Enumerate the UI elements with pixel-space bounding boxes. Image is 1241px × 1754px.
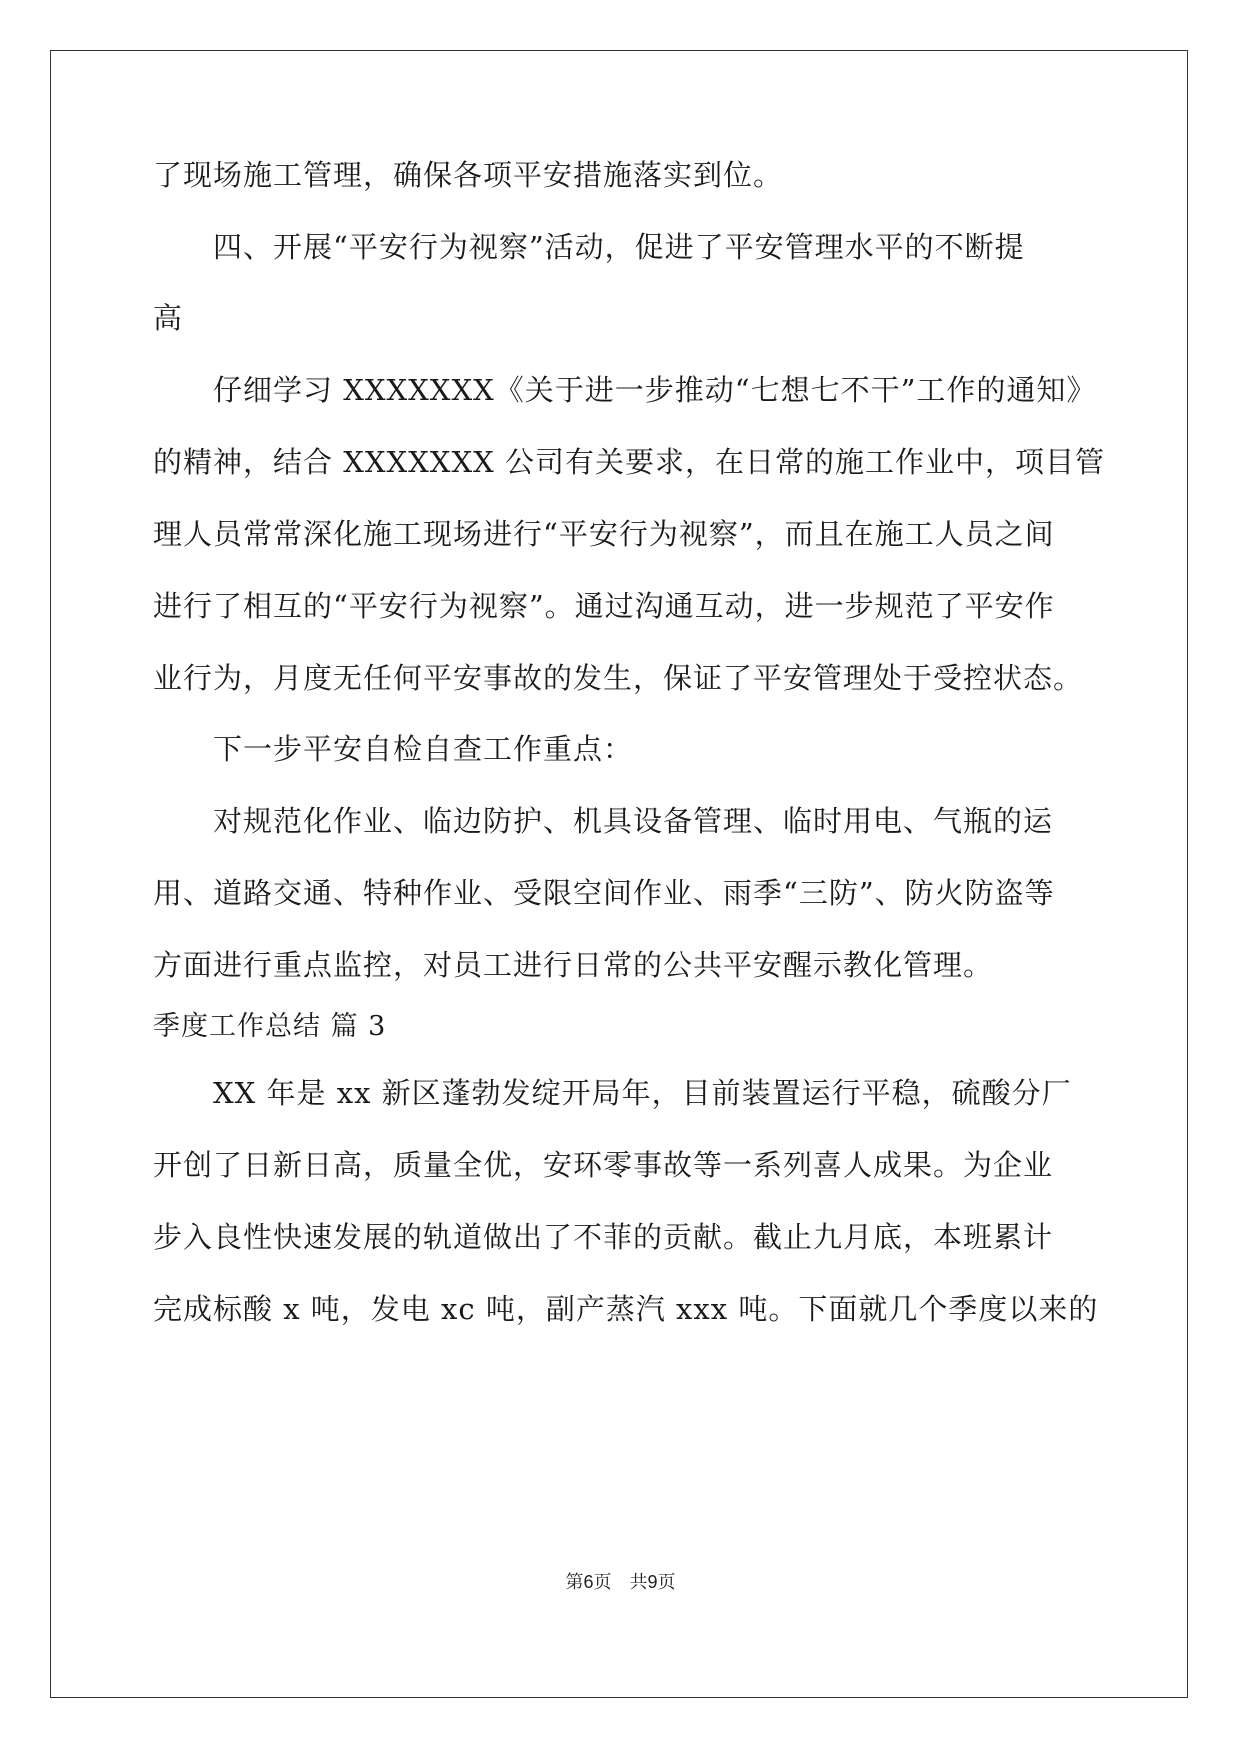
page-suffix: 页 xyxy=(657,1572,676,1593)
paragraph-line: 业行为，月度无任何平安事故的发生，保证了平安管理处于受控状态。 xyxy=(153,661,1084,695)
paragraph-line: 理人员常常深化施工现场进行“平安行为视察”，而且在施工人员之间 xyxy=(153,517,1055,551)
paragraph-line: 方面进行重点监控，对员工进行日常的公共平安醒示教化管理。 xyxy=(153,948,994,982)
paragraph-line: 步入良性快速发展的轨道做出了不菲的贡献。截止九月底，本班累计 xyxy=(153,1220,1054,1254)
paragraph-line: XX 年是 xx 新区蓬勃发绽开局年，目前装置运行平稳，硫酸分厂 xyxy=(213,1076,1072,1110)
paragraph-line: 进行了相互的“平安行为视察”。通过沟通互动，进一步规范了平安作 xyxy=(153,589,1055,623)
paragraph-line: 的精神，结合 XXXXXXX 公司有关要求，在日常的施工作业中，项目管 xyxy=(153,445,1105,479)
paragraph-line: 四、开展“平安行为视察”活动，促进了平安管理水平的不断提 xyxy=(213,230,1025,264)
paragraph-line: 了现场施工管理，确保各项平安措施落实到位。 xyxy=(153,158,784,192)
paragraph-line: 完成标酸 x 吨，发电 xc 吨，副产蒸汽 xxx 吨。下面就几个季度以来的 xyxy=(153,1292,1099,1326)
paragraph-line: 用、道路交通、特种作业、受限空间作业、雨季“三防”、防火防盗等 xyxy=(153,876,1055,910)
page-prefix: 第 xyxy=(565,1572,584,1593)
paragraph-line: 仔细学习 XXXXXXX《关于进一步推动“七想七不干”工作的通知》 xyxy=(213,373,1097,407)
page-footer xyxy=(0,1570,1241,1595)
section-heading: 季度工作总结 篇 3 xyxy=(153,1011,387,1042)
paragraph-line: 高 xyxy=(153,301,184,335)
paragraph-line: 对规范化作业、临边防护、机具设备管理、临时用电、气瓶的运 xyxy=(213,804,1054,838)
total-pages-number: 9 xyxy=(647,1572,658,1592)
paragraph-line: 开创了日新日高，质量全优，安环零事故等一系列喜人成果。为企业 xyxy=(153,1148,1054,1182)
current-page-number: 6 xyxy=(583,1572,594,1592)
paragraph-line: 下一步平安自检自查工作重点： xyxy=(213,732,634,766)
page-mid: 页 共 xyxy=(593,1572,648,1593)
